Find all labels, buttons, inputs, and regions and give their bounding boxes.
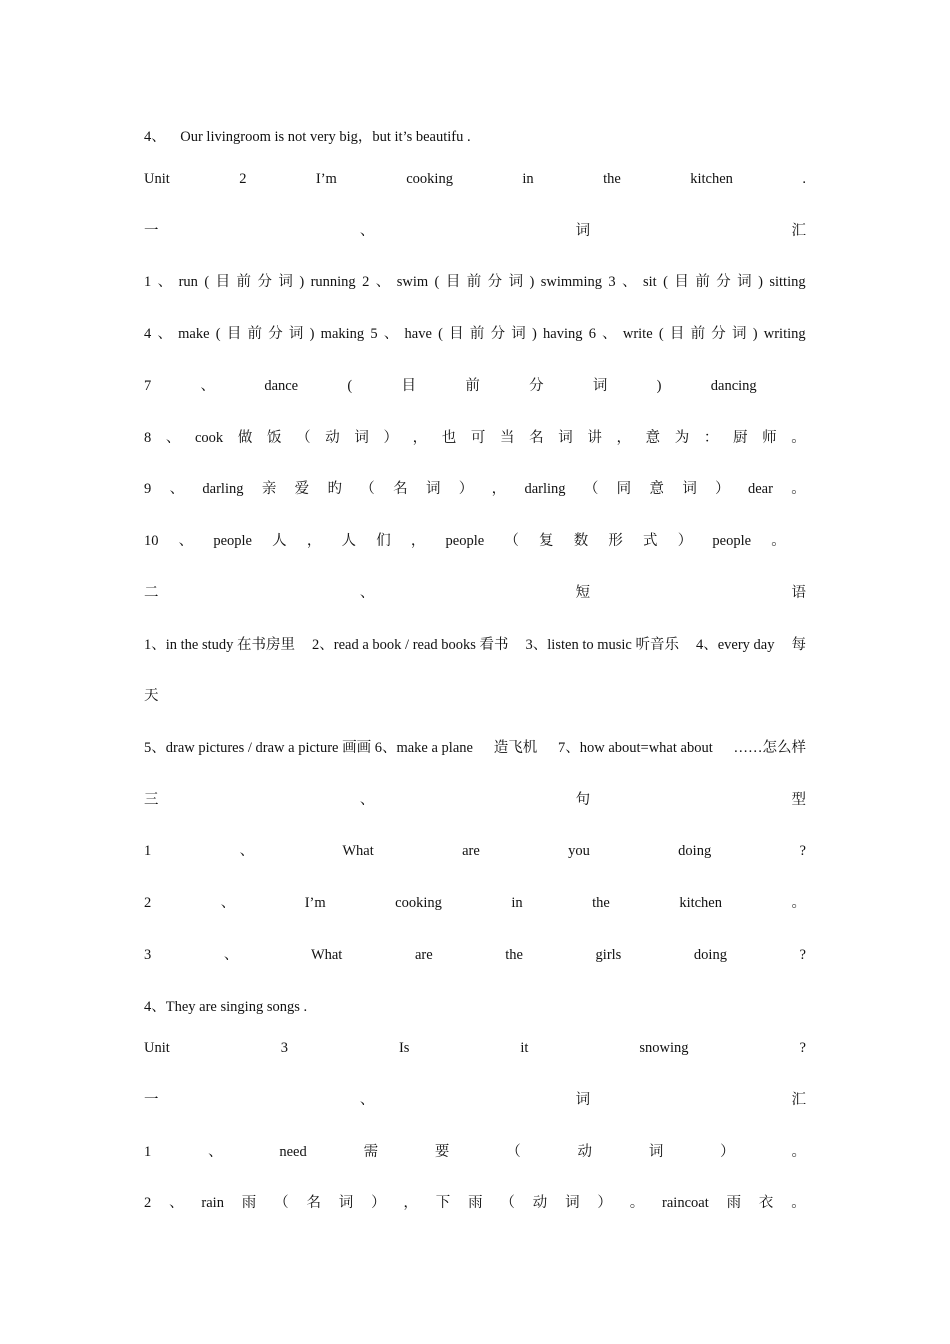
text-token: 词 bbox=[565, 1195, 580, 1211]
text-token: writing bbox=[763, 326, 806, 342]
text-token: ? bbox=[799, 1040, 806, 1056]
text-token: Is bbox=[398, 1040, 410, 1056]
text-token: 分 bbox=[711, 326, 726, 342]
text-token: 词 bbox=[425, 481, 441, 497]
text-token: ） bbox=[677, 533, 693, 549]
text-token: need bbox=[279, 1144, 307, 1160]
text-token: Unit bbox=[144, 171, 170, 187]
text-token: 、 bbox=[165, 430, 181, 446]
text-token: 5 bbox=[370, 326, 378, 342]
text-token: 前 bbox=[695, 274, 710, 290]
text-token: people bbox=[712, 533, 752, 549]
text-token: sitting bbox=[769, 274, 806, 290]
text-token: （ bbox=[506, 1144, 521, 1160]
text-token: 饭 bbox=[266, 430, 282, 446]
text-token: 语 bbox=[791, 585, 806, 601]
text-token: 词 bbox=[648, 1144, 664, 1160]
text-line bbox=[144, 737, 806, 759]
text-token: 。 bbox=[629, 1195, 645, 1211]
text-token: 前 bbox=[466, 274, 482, 290]
text-token: people bbox=[445, 533, 485, 549]
text-token: are bbox=[414, 947, 433, 963]
text-token: kitchen bbox=[679, 895, 722, 911]
text-token: dear bbox=[747, 481, 773, 497]
text-token: 名 bbox=[393, 481, 408, 497]
text-token: 、 bbox=[383, 326, 399, 342]
text-token: the bbox=[505, 947, 523, 963]
text-token: are bbox=[462, 843, 480, 859]
text-token: making bbox=[320, 326, 365, 342]
text-line bbox=[144, 892, 806, 914]
text-token: 动 bbox=[577, 1144, 592, 1160]
text-token: 需 bbox=[363, 1144, 379, 1160]
text-token: 、 bbox=[157, 274, 173, 290]
text-token: ， bbox=[306, 533, 322, 549]
text-token: 目 bbox=[674, 274, 689, 290]
text-token: doing bbox=[693, 947, 727, 963]
text-token: 词 bbox=[338, 1195, 354, 1211]
text-token: 天 bbox=[144, 688, 159, 704]
text-line bbox=[144, 996, 806, 1018]
text-token: in bbox=[511, 895, 523, 911]
text-token: ) bbox=[656, 378, 662, 394]
text-token: （ bbox=[296, 430, 311, 446]
text-token: people bbox=[213, 533, 252, 549]
text-token: 。 bbox=[791, 1144, 806, 1160]
text-token: 1 bbox=[144, 274, 152, 290]
text-token: 目 bbox=[215, 274, 231, 290]
text-token: 、 bbox=[169, 481, 185, 497]
text-token: 分 bbox=[716, 274, 731, 290]
text-token: 型 bbox=[791, 792, 806, 808]
text-token: 4、 Our livingroom is not very big，but it’s beautifu . bbox=[144, 129, 471, 145]
text-line bbox=[144, 840, 806, 862]
text-token: 词 bbox=[682, 481, 697, 497]
text-token: 10 bbox=[144, 533, 159, 549]
text-token: 分 bbox=[529, 378, 544, 394]
text-token: 3 bbox=[280, 1040, 288, 1056]
text-token: 1 bbox=[144, 1144, 152, 1160]
text-token: 词 bbox=[737, 274, 752, 290]
text-token: 词 bbox=[732, 326, 747, 342]
text-token: you bbox=[568, 843, 590, 859]
text-line bbox=[144, 582, 806, 604]
text-token: 3、listen to music 听音乐 bbox=[525, 637, 679, 653]
text-token: 2 bbox=[144, 1195, 152, 1211]
text-token: 讲 bbox=[587, 430, 602, 446]
text-token: 人 bbox=[341, 533, 357, 549]
text-token: 7 bbox=[144, 378, 152, 394]
text-line bbox=[144, 271, 806, 293]
text-token: 数 bbox=[573, 533, 589, 549]
text-token: it bbox=[520, 1040, 529, 1056]
text-token: 汇 bbox=[791, 223, 806, 239]
text-token: write bbox=[622, 326, 653, 342]
text-line bbox=[144, 1089, 806, 1111]
text-token: ） bbox=[715, 481, 730, 497]
text-line bbox=[144, 789, 806, 811]
text-token: 前 bbox=[469, 326, 485, 342]
text-token: . bbox=[802, 171, 806, 187]
text-token: 7、how about=what about bbox=[557, 740, 713, 756]
text-token: having bbox=[543, 326, 583, 342]
text-token: ） bbox=[597, 1195, 612, 1211]
text-token: 5、draw pictures / draw a picture 画画 6、make a plane bbox=[144, 740, 473, 756]
text-token: ( bbox=[434, 274, 440, 290]
text-token: 、 bbox=[223, 947, 239, 963]
text-token: ) bbox=[752, 326, 758, 342]
text-token: ( bbox=[438, 326, 443, 342]
text-token: 、 bbox=[178, 533, 194, 549]
text-token: ……怎么样 bbox=[733, 740, 806, 756]
text-token: cooking bbox=[395, 895, 442, 911]
text-token: 短 bbox=[575, 585, 591, 601]
text-line bbox=[144, 1037, 806, 1059]
text-token: 二 bbox=[144, 585, 159, 601]
text-token: 动 bbox=[532, 1195, 548, 1211]
text-token: 4、every day bbox=[695, 637, 775, 653]
text-token: I’m bbox=[304, 895, 326, 911]
text-line bbox=[144, 685, 806, 707]
text-token: 1 bbox=[144, 843, 152, 859]
text-token: Unit bbox=[144, 1040, 170, 1056]
text-token: ) bbox=[758, 274, 763, 290]
text-token: 词 bbox=[575, 1092, 591, 1108]
text-token: cook bbox=[195, 430, 224, 446]
text-token: doing bbox=[678, 843, 712, 859]
text-token: 1、in the study 在书房里 bbox=[144, 637, 296, 653]
text-token: ? bbox=[799, 843, 806, 859]
text-token: 爱 bbox=[294, 481, 310, 497]
text-token: 分 bbox=[268, 326, 283, 342]
text-token: 8 bbox=[144, 430, 152, 446]
text-token: 词 bbox=[508, 274, 524, 290]
text-token: 、 bbox=[200, 378, 216, 394]
text-token: ， bbox=[491, 481, 507, 497]
text-token: 也 bbox=[441, 430, 457, 446]
text-token: 分 bbox=[487, 274, 503, 290]
text-token: swim bbox=[396, 274, 429, 290]
text-token: ， bbox=[410, 533, 426, 549]
text-token: 分 bbox=[257, 274, 272, 290]
text-token: 目 bbox=[401, 378, 417, 394]
text-token: 词 bbox=[558, 430, 573, 446]
text-token: 厨 bbox=[732, 430, 748, 446]
text-token: What bbox=[342, 843, 374, 859]
text-line bbox=[144, 634, 806, 656]
text-token: 分 bbox=[490, 326, 506, 342]
text-token: 亲 bbox=[261, 481, 277, 497]
text-token: （ bbox=[500, 1195, 515, 1211]
text-token: 词 bbox=[288, 326, 304, 342]
text-token: 前 bbox=[465, 378, 480, 394]
text-token: 。 bbox=[791, 430, 806, 446]
text-token: 4、They are singing songs . bbox=[144, 999, 308, 1015]
text-token: 目 bbox=[449, 326, 464, 342]
text-token: 2 bbox=[239, 171, 247, 187]
text-token: 。 bbox=[791, 481, 806, 497]
text-token: ， bbox=[616, 430, 631, 446]
text-token: 为 bbox=[674, 430, 690, 446]
text-token: ) bbox=[529, 274, 535, 290]
text-token: 、 bbox=[359, 223, 375, 239]
text-token: ） bbox=[383, 430, 398, 446]
text-token: run bbox=[178, 274, 198, 290]
text-token: 目 bbox=[669, 326, 685, 342]
text-token: have bbox=[404, 326, 432, 342]
text-token: 雨 bbox=[726, 1195, 742, 1211]
text-token: 目 bbox=[445, 274, 461, 290]
text-token: 可 bbox=[470, 430, 486, 446]
text-token: ） bbox=[371, 1195, 386, 1211]
text-token: 要 bbox=[434, 1144, 450, 1160]
text-token: 式 bbox=[643, 533, 658, 549]
text-token: ( bbox=[204, 274, 210, 290]
text-token: 目 bbox=[226, 326, 242, 342]
text-token: snowing bbox=[639, 1040, 689, 1056]
text-token: ， bbox=[403, 1195, 418, 1211]
text-token: （ bbox=[504, 533, 519, 549]
text-token: ) bbox=[531, 326, 537, 342]
text-token: in bbox=[522, 171, 534, 187]
text-token: running bbox=[310, 274, 356, 290]
text-token: 6 bbox=[588, 326, 596, 342]
text-token: 复 bbox=[539, 533, 554, 549]
text-token: 衣 bbox=[758, 1195, 774, 1211]
text-line bbox=[144, 323, 806, 345]
text-token: 前 bbox=[236, 274, 252, 290]
text-token: ? bbox=[799, 947, 806, 963]
text-token: 动 bbox=[325, 430, 340, 446]
text-token: 造飞机 bbox=[493, 740, 538, 756]
text-line bbox=[144, 478, 806, 500]
text-line bbox=[144, 1192, 806, 1214]
text-token: 、 bbox=[359, 792, 375, 808]
text-token: 们 bbox=[376, 533, 391, 549]
text-token: 人 bbox=[272, 533, 287, 549]
text-token: 雨 bbox=[241, 1195, 257, 1211]
text-token: the bbox=[603, 171, 621, 187]
text-token: ） bbox=[458, 481, 474, 497]
text-line bbox=[144, 168, 806, 190]
text-token: 、 bbox=[157, 326, 172, 342]
text-token: kitchen bbox=[690, 171, 733, 187]
text-token: 、 bbox=[359, 585, 375, 601]
text-token: 、 bbox=[602, 326, 617, 342]
text-token: ) bbox=[299, 274, 305, 290]
text-token: 。 bbox=[791, 895, 806, 911]
text-token: 前 bbox=[247, 326, 263, 342]
text-token: 词 bbox=[278, 274, 293, 290]
text-line bbox=[144, 944, 806, 966]
text-token: 、 bbox=[208, 1144, 223, 1160]
text-token: the bbox=[592, 895, 610, 911]
text-token: dance bbox=[264, 378, 299, 394]
text-token: 词 bbox=[575, 223, 591, 239]
text-line bbox=[144, 126, 806, 148]
text-token: 一 bbox=[144, 1092, 159, 1108]
text-token: 名 bbox=[529, 430, 544, 446]
text-token: 3 bbox=[608, 274, 616, 290]
text-token: ： bbox=[703, 430, 719, 446]
text-token: 一 bbox=[144, 223, 159, 239]
text-token: darling bbox=[202, 481, 244, 497]
text-token: ， bbox=[412, 430, 428, 446]
text-token: 、 bbox=[622, 274, 637, 290]
text-token: 。 bbox=[771, 533, 786, 549]
text-token: 、 bbox=[220, 895, 236, 911]
text-token: 、 bbox=[239, 843, 255, 859]
text-token: 词 bbox=[354, 430, 369, 446]
text-token: ( bbox=[658, 326, 664, 342]
text-token: 汇 bbox=[791, 1092, 806, 1108]
text-token: 2 bbox=[144, 895, 152, 911]
text-token: 同 bbox=[616, 481, 632, 497]
text-token: 做 bbox=[237, 430, 253, 446]
text-token: （ bbox=[583, 481, 599, 497]
text-token: 意 bbox=[645, 430, 661, 446]
text-token: 、 bbox=[375, 274, 391, 290]
text-token: 2 bbox=[362, 274, 370, 290]
text-token: 每 bbox=[791, 637, 806, 653]
text-token: 师 bbox=[762, 430, 777, 446]
text-token: 9 bbox=[144, 481, 152, 497]
text-token: （ bbox=[360, 481, 375, 497]
text-token: 2、read a book / read books 看书 bbox=[312, 637, 509, 653]
text-line bbox=[144, 1141, 806, 1163]
text-token: 3 bbox=[144, 947, 152, 963]
text-token: 雨 bbox=[468, 1195, 483, 1211]
text-token: 名 bbox=[306, 1195, 321, 1211]
text-token: ( bbox=[347, 378, 353, 394]
text-token: cooking bbox=[406, 171, 453, 187]
text-token: darling bbox=[524, 481, 566, 497]
text-line bbox=[144, 220, 806, 242]
text-token: dancing bbox=[710, 378, 757, 394]
text-token: 。 bbox=[791, 1195, 806, 1211]
text-token: ) bbox=[309, 326, 315, 342]
text-token: 形 bbox=[608, 533, 623, 549]
text-token: I’m bbox=[315, 171, 337, 187]
text-token: 当 bbox=[499, 430, 515, 446]
text-token: 词 bbox=[511, 326, 526, 342]
text-line bbox=[144, 375, 806, 397]
text-token: 、 bbox=[169, 1195, 184, 1211]
text-token: ( bbox=[663, 274, 668, 290]
text-token: ( bbox=[215, 326, 221, 342]
text-token: 前 bbox=[690, 326, 706, 342]
text-token: 三 bbox=[144, 792, 159, 808]
text-token: 句 bbox=[575, 792, 591, 808]
text-token: make bbox=[178, 326, 210, 342]
text-token: 、 bbox=[359, 1092, 375, 1108]
text-token: swimming bbox=[540, 274, 602, 290]
text-token: sit bbox=[643, 274, 657, 290]
text-line bbox=[144, 427, 806, 449]
text-token: （ bbox=[274, 1195, 289, 1211]
text-token: 词 bbox=[592, 378, 608, 394]
text-token: rain bbox=[201, 1195, 224, 1211]
text-token: What bbox=[310, 947, 343, 963]
text-token: 4 bbox=[144, 326, 152, 342]
text-token: raincoat bbox=[662, 1195, 709, 1211]
text-token: 意 bbox=[649, 481, 664, 497]
text-line bbox=[144, 530, 806, 552]
text-token: girls bbox=[595, 947, 622, 963]
text-token: 旳 bbox=[327, 481, 342, 497]
text-token: 下 bbox=[435, 1195, 451, 1211]
text-token: ） bbox=[720, 1144, 735, 1160]
